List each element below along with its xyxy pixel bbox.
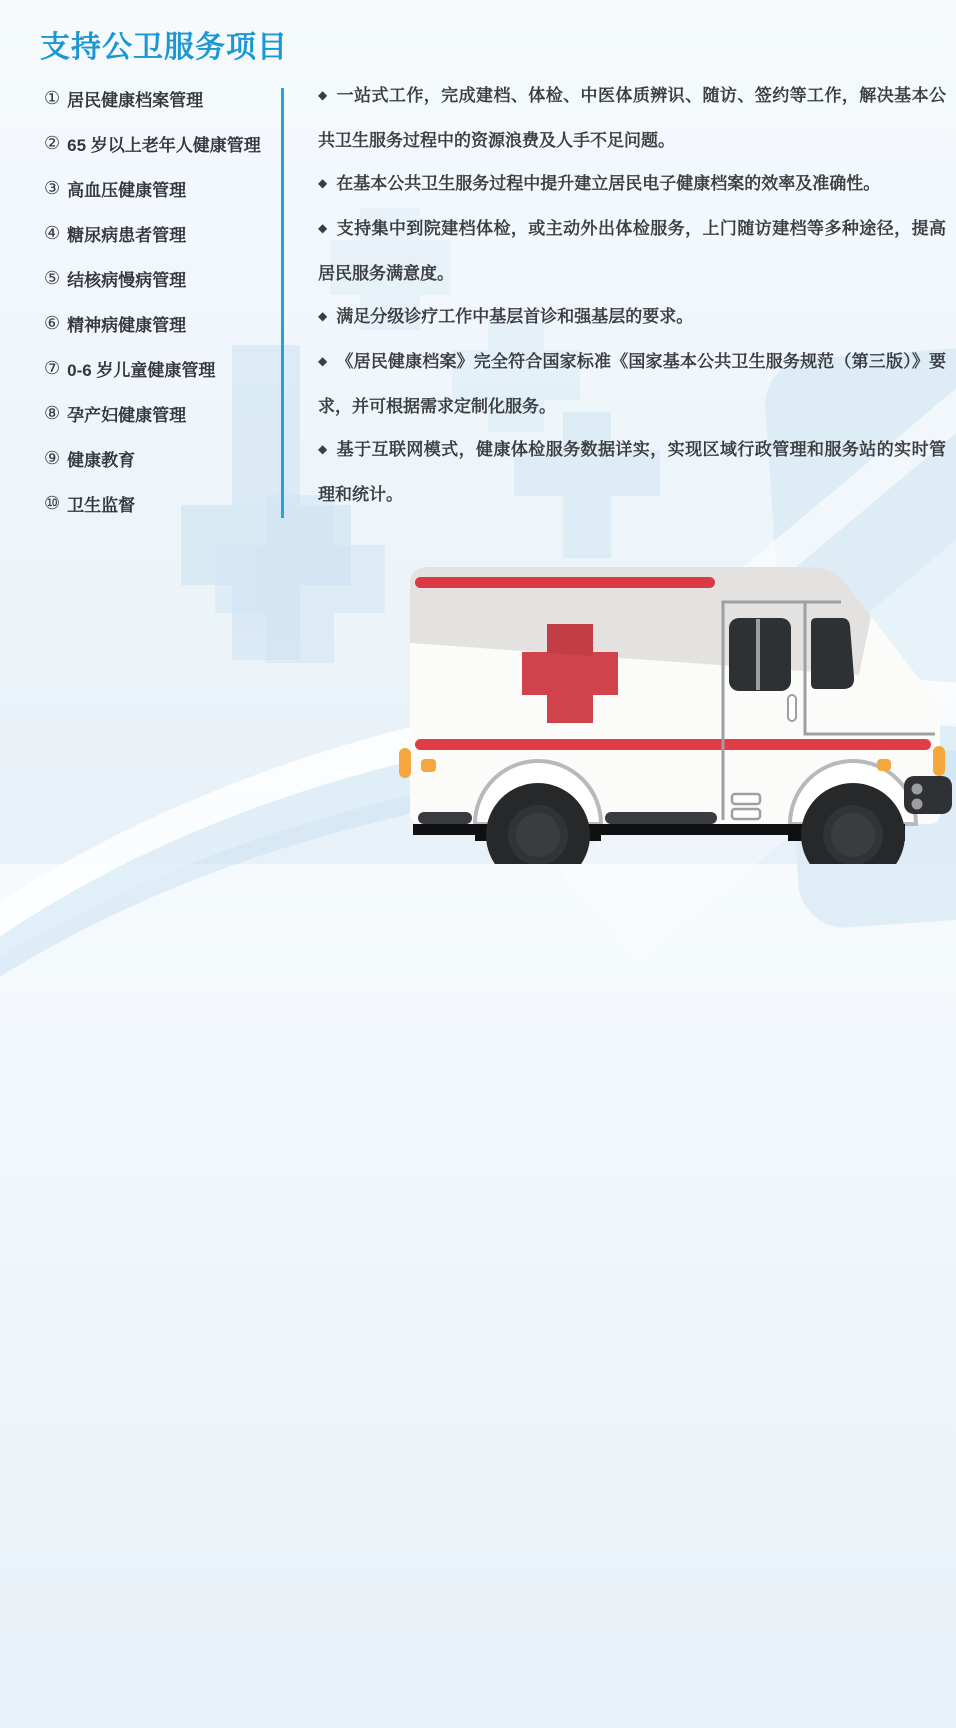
item-number: ⑨ [44, 448, 61, 468]
front-bumper [904, 776, 952, 814]
feature-list [318, 74, 946, 516]
item-number: ① [44, 88, 61, 108]
feature-text: 《居民健康档案》完全符合国家标准《国家基本公共卫生服务规范（第三版）》要求，并可根据需求定制化服务。 [318, 352, 946, 416]
diamond-bullet-icon: ◆ [318, 176, 328, 190]
service-list-item [44, 166, 261, 211]
item-number: ⑥ [44, 313, 61, 333]
windshield [811, 618, 854, 689]
item-number: ⑧ [44, 403, 61, 423]
item-label: 健康教育 [67, 451, 136, 470]
item-label: 精神病健康管理 [67, 316, 187, 335]
feature-text: 支持集中到院建档体检，或主动外出体检服务，上门随访建档等多种途径，提高居民服务满意度。 [318, 219, 946, 283]
feature-item [318, 207, 946, 295]
roof-stripe [415, 577, 715, 588]
diamond-bullet-icon: ◆ [318, 88, 328, 102]
item-label: 孕产妇健康管理 [67, 406, 187, 425]
item-label: 0-6 岁儿童健康管理 [67, 361, 216, 380]
feature-item [318, 428, 946, 516]
service-list-item [44, 481, 261, 526]
item-label: 高血压健康管理 [67, 181, 187, 200]
window-divider [756, 619, 760, 690]
feature-text: 基于互联网模式，健康体检服务数据详实，实现区域行政管理和服务站的实时管理和统计。 [318, 440, 946, 504]
door-handle [788, 695, 796, 721]
page-title: 支持公卫服务项目 [40, 31, 288, 64]
diamond-bullet-icon: ◆ [318, 221, 328, 235]
item-label: 居民健康档案管理 [67, 91, 204, 110]
item-label: 糖尿病患者管理 [67, 226, 187, 245]
trim-strip [418, 812, 472, 824]
service-list-item [44, 121, 261, 166]
feature-text: 一站式工作，完成建档、体检、中医体质辨识、随访、签约等工作，解决基本公共卫生服务过程中的资源浪费及人手不足问题。 [318, 86, 946, 150]
item-label: 结核病慢病管理 [67, 271, 187, 290]
diamond-bullet-icon: ◆ [318, 309, 328, 323]
service-list [44, 76, 261, 526]
feature-item [318, 295, 946, 340]
item-number: ⑦ [44, 358, 61, 378]
side-stripe [415, 739, 931, 750]
trim-strip [605, 812, 717, 824]
service-list-item [44, 211, 261, 256]
service-list-item [44, 436, 261, 481]
feature-item [318, 74, 946, 162]
ambulance-illustration [395, 558, 956, 864]
item-label: 卫生监督 [67, 496, 136, 515]
service-list-item [44, 346, 261, 391]
vertical-divider [281, 88, 284, 518]
feature-item [318, 162, 946, 207]
service-list-item [44, 256, 261, 301]
service-list-item [44, 301, 261, 346]
service-list-item [44, 391, 261, 436]
item-label: 65 岁以上老年人健康管理 [67, 136, 261, 155]
feature-item [318, 340, 946, 428]
item-number: ⑩ [44, 493, 61, 513]
diamond-bullet-icon: ◆ [318, 442, 328, 456]
diamond-bullet-icon: ◆ [318, 354, 328, 368]
feature-text: 满足分级诊疗工作中基层首诊和强基层的要求。 [336, 307, 694, 326]
service-list-item [44, 76, 261, 121]
item-number: ② [44, 133, 61, 153]
item-number: ③ [44, 178, 61, 198]
item-number: ④ [44, 223, 61, 243]
feature-text: 在基本公共卫生服务过程中提升建立居民电子健康档案的效率及准确性。 [336, 174, 881, 193]
item-number: ⑤ [44, 268, 61, 288]
